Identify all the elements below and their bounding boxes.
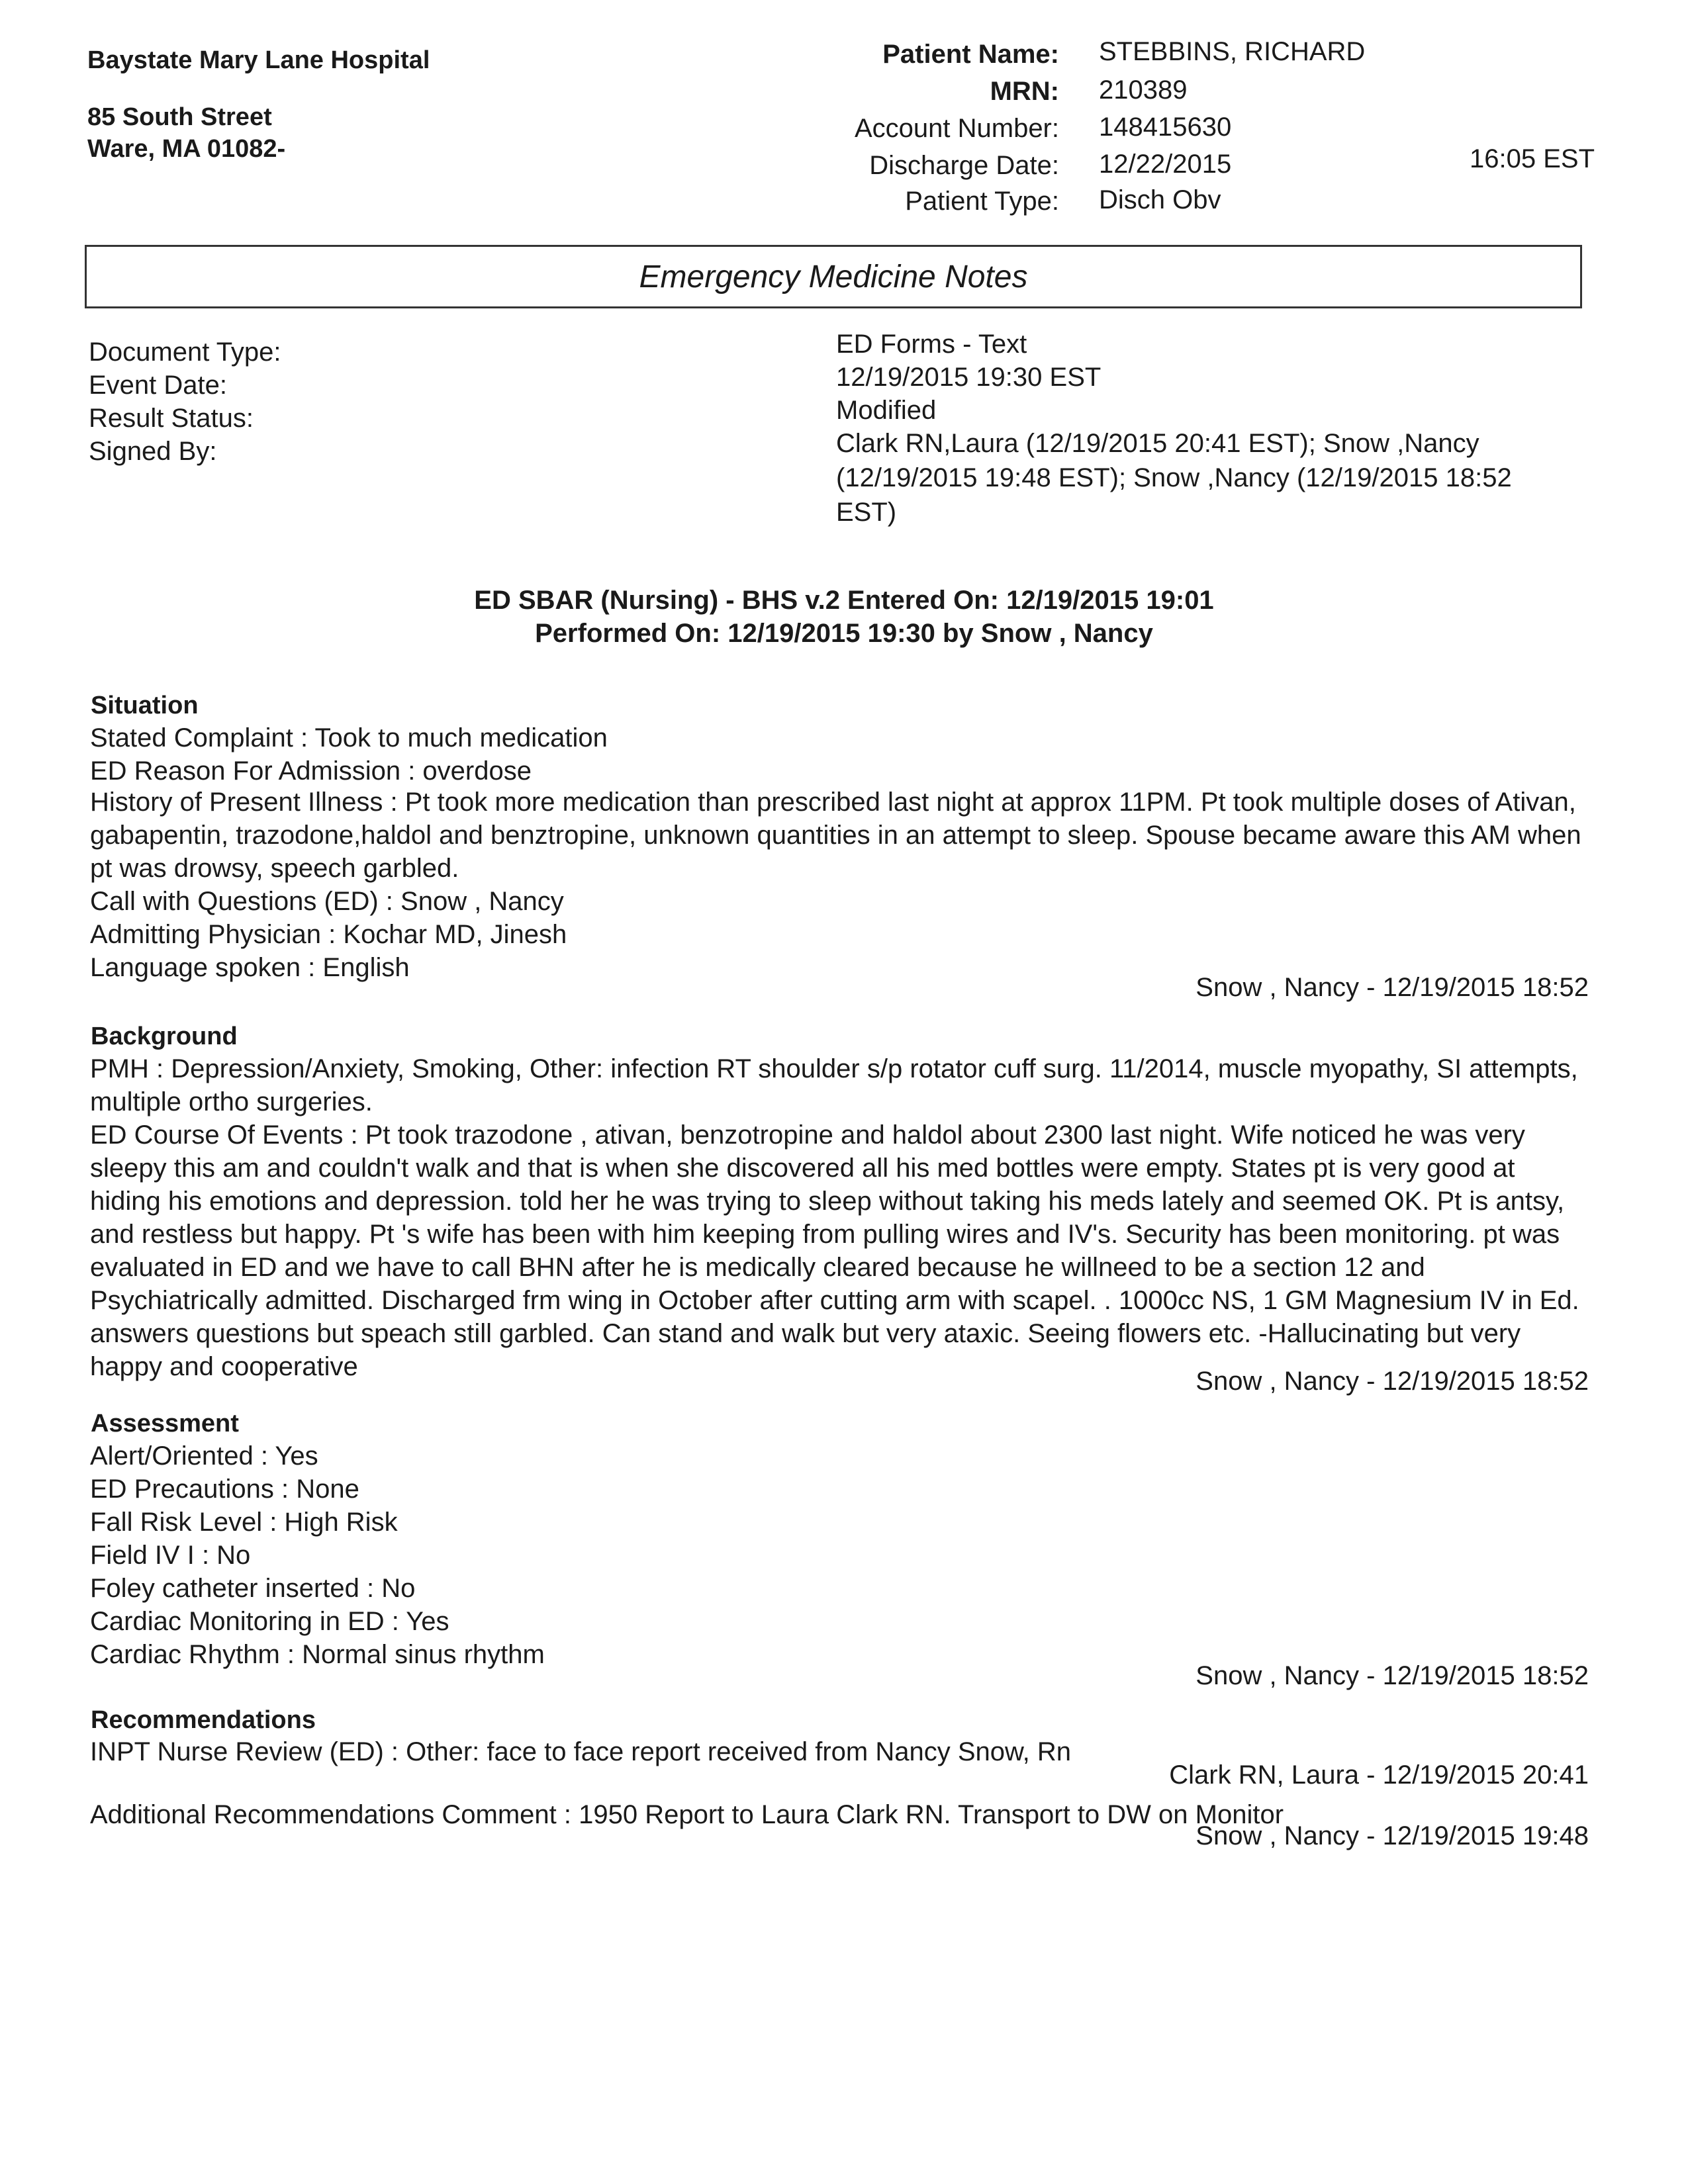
additional-recommendations: Additional Recommendations Comment : 1950 Report to Laura Clark RN. Transport to DW on Monitor: [90, 1800, 1284, 1829]
language-spoken: Language spoken : English: [90, 953, 410, 982]
background-signature: Snow , Nancy - 12/19/2015 18:52: [1196, 1367, 1589, 1396]
fall-risk-level: Fall Risk Level : High Risk: [90, 1508, 398, 1537]
patient-name-label: Patient Name:: [882, 40, 1059, 69]
discharge-date-label: Discharge Date:: [869, 151, 1059, 180]
additional-recommendations-signature: Snow , Nancy - 12/19/2015 19:48: [1196, 1821, 1589, 1850]
assessment-heading: Assessment: [91, 1410, 239, 1437]
recommendations-heading: Recommendations: [91, 1706, 316, 1734]
mrn-label: MRN:: [990, 77, 1059, 106]
discharge-time: 16:05 EST: [1470, 144, 1595, 173]
mrn-value: 210389: [1099, 75, 1188, 105]
situation-signature: Snow , Nancy - 12/19/2015 18:52: [1196, 973, 1589, 1002]
hospital-name: Baystate Mary Lane Hospital: [87, 46, 430, 74]
field-iv: Field IV I : No: [90, 1541, 251, 1570]
document-type-value: ED Forms - Text: [836, 330, 1027, 359]
cardiac-rhythm: Cardiac Rhythm : Normal sinus rhythm: [90, 1640, 545, 1669]
notes-banner: [85, 245, 1582, 308]
alert-oriented: Alert/Oriented : Yes: [90, 1441, 318, 1471]
ed-reason: ED Reason For Admission : overdose: [90, 756, 532, 786]
history-present-illness: History of Present Illness : Pt took more medication than prescribed last night at approx 11PM. Pt took multiple doses of Ativan, gabapentin, trazodone,haldol and benztropine, unknown quantities in an attempt to sleep. Spouse became aware this AM when pt was drowsy, speech garbled.: [90, 788, 1581, 883]
banner-title: Emergency Medicine Notes: [639, 259, 1028, 295]
account-label: Account Number:: [854, 114, 1059, 143]
event-date-label: Event Date:: [89, 371, 228, 400]
hospital-address-line1: 85 South Street: [87, 103, 272, 131]
form-title: ED SBAR (Nursing) - BHS v.2 Entered On: 12/19/2015 19:01: [474, 586, 1214, 615]
pmh: PMH : Depression/Anxiety, Smoking, Other: infection RT shoulder s/p rotator cuff surg. 11/2014, muscle myopathy, SI attempts, multiple ortho surgeries.: [90, 1054, 1578, 1116]
patient-name: STEBBINS, RICHARD: [1099, 37, 1366, 66]
background-heading: Background: [91, 1023, 238, 1050]
signed-by-line2: (12/19/2015 19:48 EST); Snow ,Nancy (12/19/2015 18:52: [836, 463, 1512, 492]
ed-course-of-events: ED Course Of Events : Pt took trazodone , ativan, benzotropine and haldol about 2300 last night. Wife noticed he was very sleepy this am and couldn't walk and that is when she discovered all his med bottles were empty. States pt is very good at hiding his emotions and depression. told her he was trying to sleep without taking his meds lately and seemed OK. Pt is antsy, and restless but happy. Pt 's wife has been with him keeping from pulling wires and IV's. Security has been monitoring. pt was evaluated in ED and we have to call BHN after he is medically cleared because he willneed to be a section 12 and Psychiatrically admitted. Discharged frm wing in October after cutting arm with scapel. . 1000cc NS, 1 GM Magnesium IV in Ed. answers questions but speach still garbled. Can stand and walk but very ataxic. Seeing flowers etc. -Hallucinating but very happy and cooperative: [90, 1120, 1579, 1381]
signed-by-line3: EST): [836, 498, 897, 527]
signed-by-label: Signed By:: [89, 437, 217, 466]
result-status-value: Modified: [836, 396, 937, 425]
form-performed: Performed On: 12/19/2015 19:30 by Snow , Nancy: [535, 619, 1153, 648]
inpt-nurse-review: INPT Nurse Review (ED) : Other: face to face report received from Nancy Snow, Rn: [90, 1737, 1072, 1766]
call-with-questions: Call with Questions (ED) : Snow , Nancy: [90, 887, 564, 916]
assessment-signature: Snow , Nancy - 12/19/2015 18:52: [1196, 1661, 1589, 1690]
ed-precautions: ED Precautions : None: [90, 1475, 359, 1504]
account-value: 148415630: [1099, 113, 1232, 142]
document-type-label: Document Type:: [89, 338, 281, 367]
inpt-nurse-review-signature: Clark RN, Laura - 12/19/2015 20:41: [1169, 1760, 1589, 1790]
patient-type: Disch Obv: [1099, 185, 1221, 214]
event-date-value: 12/19/2015 19:30 EST: [836, 363, 1102, 392]
patient-type-label: Patient Type:: [905, 187, 1059, 216]
admitting-physician: Admitting Physician : Kochar MD, Jinesh: [90, 920, 567, 949]
discharge-date: 12/22/2015: [1099, 150, 1232, 179]
hospital-address-line2: Ware, MA 01082-: [87, 135, 286, 163]
stated-complaint: Stated Complaint : Took to much medication: [90, 723, 608, 752]
cardiac-monitoring: Cardiac Monitoring in ED : Yes: [90, 1607, 449, 1636]
result-status-label: Result Status:: [89, 404, 254, 433]
signed-by-line1: Clark RN,Laura (12/19/2015 20:41 EST); Snow ,Nancy: [836, 429, 1479, 458]
situation-heading: Situation: [91, 692, 199, 719]
foley-catheter: Foley catheter inserted : No: [90, 1574, 416, 1603]
